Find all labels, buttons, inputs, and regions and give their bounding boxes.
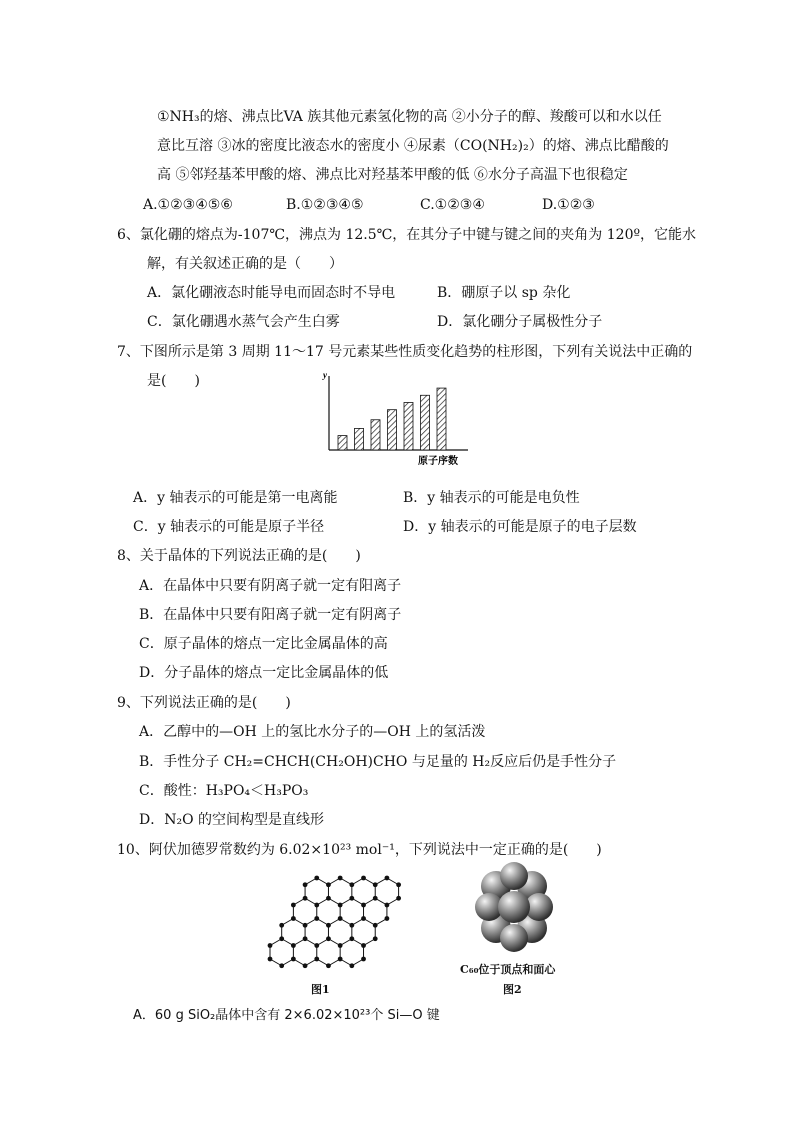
graphite-lattice-figure: [258, 866, 378, 972]
bar-3: [371, 420, 380, 450]
q7-option-c: C．y 轴表示的可能是原子半径: [133, 519, 325, 535]
lattice-atom: [373, 882, 378, 887]
lattice-atom: [349, 882, 354, 887]
bar-2: [355, 428, 364, 450]
q10-option-a: A．60 g SiO₂晶体中含有 2×6.02×10²³个 Si—O 键: [133, 1008, 440, 1023]
lattice-atom: [314, 876, 319, 881]
q6-option-b: B．硼原子以 sp 杂化: [437, 285, 571, 301]
lattice-atom: [279, 963, 284, 968]
lattice-atom: [303, 936, 308, 941]
q5-statement-line3: 高 ⑤邻羟基苯甲酸的熔、沸点比对羟基苯甲酸的低 ⑥水分子高温下也很稳定: [157, 167, 628, 183]
q8-option-c: C．原子晶体的熔点一定比金属晶体的高: [139, 636, 388, 652]
lattice-atom: [291, 916, 296, 921]
lattice-atom: [326, 963, 331, 968]
x-axis-label: 原子序数: [418, 456, 458, 467]
figure-1-label: 图1: [311, 983, 330, 996]
lattice-atom: [291, 943, 296, 948]
lattice-atom: [396, 896, 401, 901]
q6-option-a: A．氯化硼液态时能导电而固态时不导电: [147, 285, 396, 301]
lattice-atom: [349, 896, 354, 901]
bar-4: [388, 410, 397, 450]
lattice-atom: [326, 896, 331, 901]
q6-stem-line2: 解，有关叙述正确的是（ ）: [147, 256, 343, 272]
q6-option-c: C．氯化硼遇水蒸气会产生白雾: [147, 314, 340, 330]
lattice-atom: [349, 936, 354, 941]
lattice-atom: [373, 936, 378, 941]
bar-6: [421, 395, 430, 450]
lattice-atom: [385, 903, 390, 908]
q8-option-b: B．在晶体中只要有阳离子就一定有阴离子: [139, 607, 402, 623]
q7-stem-line1: 7、下图所示是第 3 周期 11～17 号元素某些性质变化趋势的柱形图，下列有关说法中正确的: [117, 344, 693, 360]
lattice-atom: [361, 957, 366, 962]
lattice-atom: [268, 943, 273, 948]
q5-option-d: D.①②③: [542, 197, 595, 213]
lattice-atom: [314, 916, 319, 921]
lattice-atom: [349, 923, 354, 928]
lattice-atom: [326, 936, 331, 941]
bar-5: [404, 402, 413, 450]
lattice-atom: [361, 916, 366, 921]
lattice-atom: [349, 963, 354, 968]
q6-stem-line1: 6、氯化硼的熔点为-107℃，沸点为 12.5℃，在其分子中键与键之间的夹角为 120º，它能水: [117, 227, 697, 243]
lattice-atom: [338, 903, 343, 908]
q9-stem: 9、下列说法正确的是( ): [117, 695, 291, 711]
lattice-atom: [338, 876, 343, 881]
q7-option-d: D．y 轴表示的可能是原子的电子层数: [403, 519, 637, 535]
lattice-atom: [361, 903, 366, 908]
lattice-atom: [314, 903, 319, 908]
lattice-atom: [396, 882, 401, 887]
q8-option-d: D．分子晶体的熔点一定比金属晶体的低: [139, 665, 389, 681]
figure-2-caption: C₆₀位于顶点和面心: [460, 963, 556, 976]
lattice-atom: [279, 923, 284, 928]
lattice-atom: [338, 957, 343, 962]
lattice-atom: [373, 896, 378, 901]
q8-option-a: A．在晶体中只要有阴离子就一定有阳离子: [139, 578, 402, 594]
q9-option-b: B．手性分子 CH₂=CHCH(CH₂OH)CHO 与足量的 H₂反应后仍是手性分子: [139, 754, 617, 770]
lattice-atom: [314, 943, 319, 948]
q5-option-a: A.①②③④⑤⑥: [143, 197, 233, 213]
q7-stem-line2: 是( ): [147, 373, 200, 389]
lattice-atom: [314, 957, 319, 962]
lattice-atom: [291, 957, 296, 962]
q5-statement-line2: 意比互溶 ③冰的密度比液态水的密度小 ④尿素（CO(NH₂)₂）的熔、沸点比醋酸的: [157, 138, 669, 154]
y-axis-label: y: [323, 370, 327, 380]
q9-option-d: D．N₂O 的空间构型是直线形: [139, 812, 325, 828]
q6-option-d: D．氯化硼分子属极性分子: [437, 314, 603, 330]
lattice-atom: [361, 943, 366, 948]
lattice-atom: [291, 903, 296, 908]
bar-1: [338, 436, 347, 450]
q8-stem: 8、关于晶体的下列说法正确的是( ): [117, 548, 361, 564]
q5-option-b: B.①②③④⑤: [286, 197, 364, 213]
lattice-atom: [338, 943, 343, 948]
c60-crystal-figure: [474, 862, 558, 952]
q5-option-c: C.①②③④: [420, 197, 485, 213]
lattice-atom: [385, 876, 390, 881]
q9-option-c: C．酸性：H₃PO₄＜H₃PO₃: [139, 783, 309, 799]
bar-chart: [318, 368, 478, 468]
lattice-atom: [303, 923, 308, 928]
lattice-atom: [373, 923, 378, 928]
lattice-atom: [279, 936, 284, 941]
q7-option-a: A．y 轴表示的可能是第一电离能: [133, 490, 338, 506]
lattice-atom: [326, 882, 331, 887]
lattice-atom: [268, 957, 273, 962]
q7-option-b: B．y 轴表示的可能是电负性: [403, 490, 580, 506]
c60-sphere-cluster: [475, 862, 553, 952]
bar-7: [437, 388, 446, 450]
lattice-atom: [361, 876, 366, 881]
lattice-atom: [338, 916, 343, 921]
lattice-atom: [303, 963, 308, 968]
lattice-atom: [303, 896, 308, 901]
lattice-atom: [326, 923, 331, 928]
lattice-atom: [303, 882, 308, 887]
figure-2-label: 图2: [503, 983, 522, 996]
lattice-atom: [385, 916, 390, 921]
q9-option-a: A．乙醇中的—OH 上的氢比水分子的—OH 上的氢活泼: [139, 724, 486, 740]
q10-stem: 10、阿伏加德罗常数约为 6.02×10²³ mol⁻¹，下列说法中一定正确的是( ): [117, 842, 602, 858]
q5-statement-line1: ①NH₃的熔、沸点比VA 族其他元素氢化物的高 ②小分子的醇、羧酸可以和水以任: [157, 109, 662, 125]
